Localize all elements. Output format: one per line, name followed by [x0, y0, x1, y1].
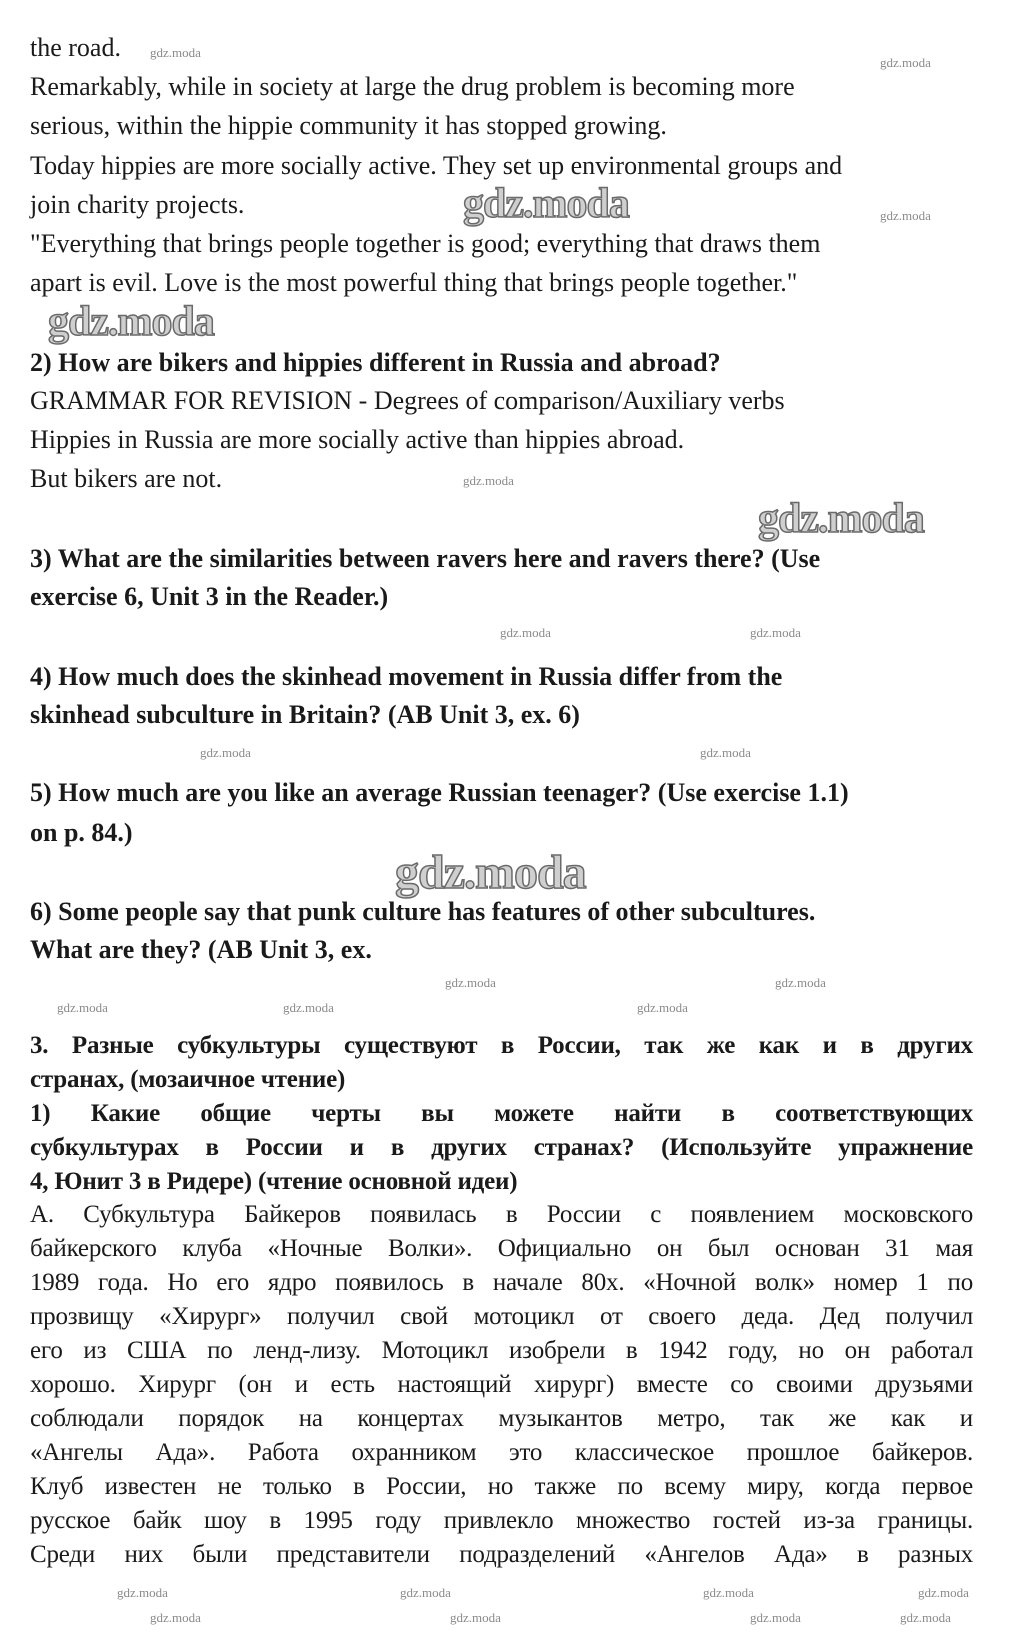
watermark: gdz.moda — [150, 1610, 201, 1625]
question-3: exercise 6, Unit 3 in the Reader.) — [30, 582, 389, 611]
watermark: gdz.moda — [900, 1610, 951, 1625]
ru-body-line: соблюдали порядок на концертах музыкантов метро, так же как и — [30, 1405, 973, 1432]
watermark: gdz.moda — [200, 745, 251, 760]
question-6: What are they? (AB Unit 3, ex. — [30, 935, 372, 964]
watermark: gdz.moda — [57, 1000, 108, 1015]
watermark: gdz.moda — [450, 1610, 501, 1625]
answer-line: Hippies in Russia are more socially active than hippies abroad. — [30, 425, 685, 454]
text-line: Today hippies are more socially active. They set up environmental groups and — [30, 151, 843, 180]
watermark: gdz.moda — [750, 625, 801, 640]
watermark: gdz.moda — [117, 1585, 168, 1600]
grammar-note: GRAMMAR FOR REVISION - Degrees of comparison/Auxiliary verbs — [30, 386, 785, 415]
watermark: gdz.moda — [703, 1585, 754, 1600]
text-line: join charity projects. — [30, 190, 245, 219]
ru-body-line: прозвищу «Хирург» получил свой мотоцикл от своего деда. Дед получил — [30, 1303, 973, 1330]
question-4: skinhead subculture in Britain? (AB Unit 3, ex. 6) — [30, 700, 580, 729]
watermark-large: gdz.moda — [463, 181, 629, 227]
ru-body-line: «Ангелы Ада». Работа охранником это классическое прошлое байкеров. — [30, 1439, 973, 1466]
watermark-large: gdz.moda — [395, 846, 586, 899]
question-4: 4) How much does the skinhead movement in Russia differ from the — [30, 662, 783, 691]
ru-body-line: русское байк шоу в 1995 году привлекло множество гостей из-за границы. — [30, 1507, 973, 1534]
ru-heading: 3. Разные субкультуры существуют в России, так же как и в других — [30, 1032, 973, 1059]
watermark: gdz.moda — [150, 45, 201, 60]
ru-body-line: байкерского клуба «Ночные Волки». Официально он был основан 31 мая — [30, 1235, 973, 1262]
ru-question: субкультурах в России и в других странах? (Используйте упражнение — [30, 1134, 973, 1161]
ru-body-line: Среди них были представители подразделений «Ангелов Ада» в разных — [30, 1541, 973, 1568]
watermark: gdz.moda — [750, 1610, 801, 1625]
question-5: on p. 84.) — [30, 818, 133, 847]
ru-heading: странах, (мозаичное чтение) — [30, 1066, 346, 1093]
text-line: "Everything that brings people together is good; everything that draws them — [30, 229, 821, 258]
watermark-large: gdz.moda — [48, 299, 214, 345]
watermark: gdz.moda — [880, 208, 931, 223]
watermark: gdz.moda — [400, 1585, 451, 1600]
ru-question: 4, Юнит 3 в Ридере) (чтение основной идеи) — [30, 1168, 518, 1195]
text-line: apart is evil. Love is the most powerful thing that brings people together." — [30, 268, 798, 297]
watermark: gdz.moda — [445, 975, 496, 990]
text-line: the road. — [30, 33, 121, 62]
text-line: Remarkably, while in society at large the drug problem is becoming more — [30, 72, 795, 101]
text-line: serious, within the hippie community it has stopped growing. — [30, 111, 667, 140]
watermark: gdz.moda — [918, 1585, 969, 1600]
watermark-large: gdz.moda — [758, 496, 924, 542]
watermark: gdz.moda — [637, 1000, 688, 1015]
ru-body-line: его из США по ленд-лизу. Мотоцикл изобрели в 1942 году, но он работал — [30, 1337, 973, 1364]
ru-body-line: А. Субкультура Байкеров появилась в России с появлением московского — [30, 1201, 973, 1228]
watermark: gdz.moda — [500, 625, 551, 640]
watermark: gdz.moda — [880, 55, 931, 70]
watermark: gdz.moda — [283, 1000, 334, 1015]
answer-line: But bikers are not. — [30, 464, 223, 493]
question-3: 3) What are the similarities between ravers here and ravers there? (Use — [30, 544, 821, 573]
watermark: gdz.moda — [700, 745, 751, 760]
watermark: gdz.moda — [775, 975, 826, 990]
watermark: gdz.moda — [463, 473, 514, 488]
ru-body-line: 1989 года. Но его ядро появилось в начале 80х. «Ночной волк» номер 1 по — [30, 1269, 973, 1296]
question-2: 2) How are bikers and hippies different in Russia and abroad? — [30, 348, 721, 377]
ru-body-line: хорошо. Хирург (он и есть настоящий хирург) вместе со своими друзьями — [30, 1371, 973, 1398]
ru-question: 1) Какие общие черты вы можете найти в соответствующих — [30, 1100, 973, 1127]
ru-body-line: Клуб известен не только в России, но также по всему миру, когда первое — [30, 1473, 973, 1500]
question-6: 6) Some people say that punk culture has features of other subcultures. — [30, 897, 816, 926]
question-5: 5) How much are you like an average Russian teenager? (Use exercise 1.1) — [30, 778, 849, 807]
